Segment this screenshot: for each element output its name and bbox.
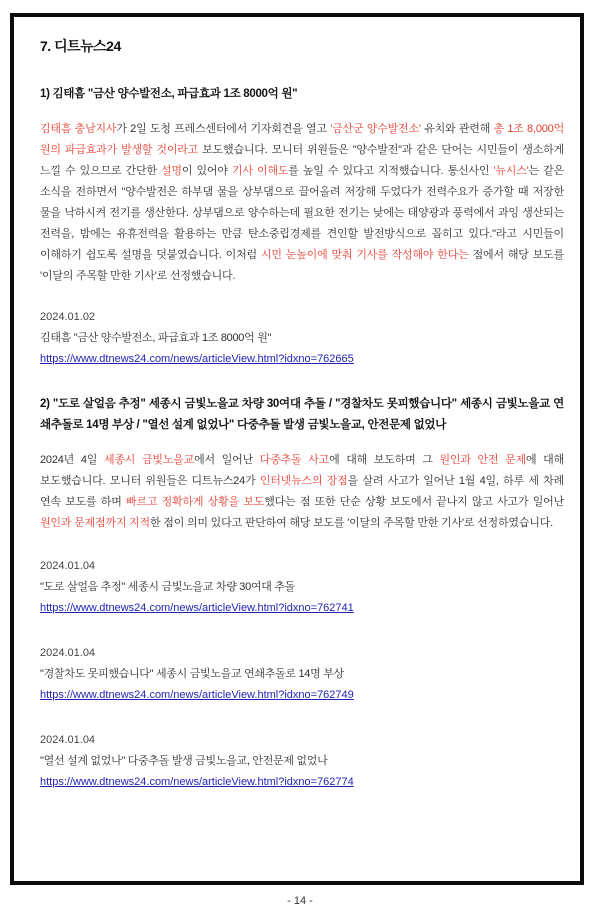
section-1-paragraph: [40, 119, 564, 287]
text-segment: 에서 일어난: [194, 454, 260, 466]
text-segment: 인터넷뉴스의 장점: [259, 475, 348, 487]
article-entry: [40, 730, 564, 793]
article-entry: [40, 307, 564, 370]
article-date: 2024.01.04: [40, 647, 96, 659]
text-segment: 을 살려 사고가 일어난 1월 4일, 하루 세 차례 연속 보도를 하며: [40, 475, 564, 508]
text-segment: 다중추돌 사고: [259, 454, 330, 466]
text-segment: 에 대해 보도했습니다. 모니터 위원들은 디트뉴스24가: [40, 454, 565, 487]
text-segment: '뉴시스': [493, 165, 529, 177]
article-link[interactable]: https://www.dtnews24.com/news/articleView.html?idxno=762665: [40, 353, 354, 365]
article-title: 김태흠 "금산 양수발전소, 파급효과 1조 8000억 원": [40, 332, 272, 344]
text-segment: 했다는 점 또한 단순 상황 보도에서 끝나지 않고 사고가 일어난: [264, 496, 564, 508]
text-segment: 세종시 금빛노을교: [103, 454, 195, 466]
article-entry: [40, 643, 564, 706]
text-segment: 빠르고 정확하게 상황을 보도: [126, 496, 265, 508]
article-title: "열선 설계 없었나" 다중추돌 발생 금빛노을교, 안전문제 없었나: [40, 755, 328, 767]
section-2-paragraph: [40, 450, 564, 534]
article-link[interactable]: https://www.dtnews24.com/news/articleView.html?idxno=762749: [40, 689, 354, 701]
page-border: [10, 13, 584, 885]
section-1-heading: 1) 김태흠 "금산 양수발전소, 파급효과 1조 8000억 원": [40, 88, 298, 100]
text-segment: 원인과 문제점까지 지적: [40, 517, 150, 529]
text-segment: 원인과 안전 문제: [439, 454, 526, 466]
text-segment: 점에서 해당 보도를 '이달의 주목할 만한 기사'로 선정했습니다.: [40, 249, 564, 282]
text-segment: 에 대해 보도하며 그: [329, 454, 440, 466]
article-title: "도로 살얼음 추정" 세종시 금빛노을교 차량 30여대 추돌: [40, 581, 295, 593]
text-segment: 는 같은 소식을 전하면서 "양수발전은 하부댐 물을 상부댐으로 끌어올려 저장해 두었다가 전력수요가 증가할 때 저장한 물을 낙하시켜 전기를 생산한다. 상부댐으로 양수하는데 필요한 전기는 낮에는 태양광과 풍력에서 과잉 생산되는 전력을, 밤에는 유휴전력을 활용하는 만큼 탄소중립경제를 견인할 발전방식으로 꼽히고 있다."라고 시민들이 이해하기 쉽도록 설명을 덧붙였습니다. 이처럼: [40, 165, 565, 261]
text-segment: 설명: [161, 165, 182, 177]
text-segment: 유치와 관련해: [420, 123, 494, 135]
article-link[interactable]: https://www.dtnews24.com/news/articleView.html?idxno=762774: [40, 776, 354, 788]
article-date: 2024.01.04: [40, 734, 96, 746]
page-number: - 14 -: [287, 895, 313, 907]
section-dtnews-1: [40, 84, 564, 370]
text-segment: 2024년 4일: [40, 454, 104, 466]
text-segment: 한 점이 의미 있다고 판단하여 해당 보도를 '이달의 주목할 만한 기사'로 선정하였습니다.: [149, 517, 553, 529]
article-link[interactable]: https://www.dtnews24.com/news/articleView.html?idxno=762741: [40, 602, 354, 614]
article-date: 2024.01.02: [40, 311, 96, 323]
text-segment: 기사 이해도: [231, 165, 289, 177]
text-segment: '금산군 양수발전소': [330, 123, 421, 135]
text-segment: 시민 눈높이에 맞춰 기사를 작성해야 한다는: [260, 249, 469, 261]
text-segment: 이 있어야: [181, 165, 232, 177]
text-segment: 가 2일 도청 프레스센터에서 기자회견을 열고: [116, 123, 331, 135]
article-date: 2024.01.04: [40, 560, 96, 572]
text-segment: 보도했습니다. 모니터 위원들은 "양수발전"과 같은 단어는 시민들이 생소하게 느낄 수 있으므로 간단한: [40, 144, 564, 177]
section-dtnews-2: [40, 394, 564, 793]
section-2-heading: 2) "도로 살얼음 추정" 세종시 금빛노을교 차량 30여대 추돌 / "경찰차도 못피했습니다" 세종시 금빛노을교 연쇄추돌로 14명 부상 / "열선 설계 없었나" 다중추돌 발생 금빛노을교, 안전문제 없었나: [40, 398, 564, 431]
text-segment: 김태흠 충남지사: [40, 123, 117, 135]
text-segment: 를 높일 수 있다고 지적했습니다. 통신사인: [288, 165, 494, 177]
text-segment: 총 1조 8,000억 원의 파급효과가 발생할 것이라고: [40, 123, 564, 156]
article-entry: [40, 556, 564, 619]
article-title: "경찰차도 못피했습니다" 세종시 금빛노을교 연쇄추돌로 14명 부상: [40, 668, 344, 680]
page-title: 7. 디트뉴스24: [40, 38, 121, 54]
